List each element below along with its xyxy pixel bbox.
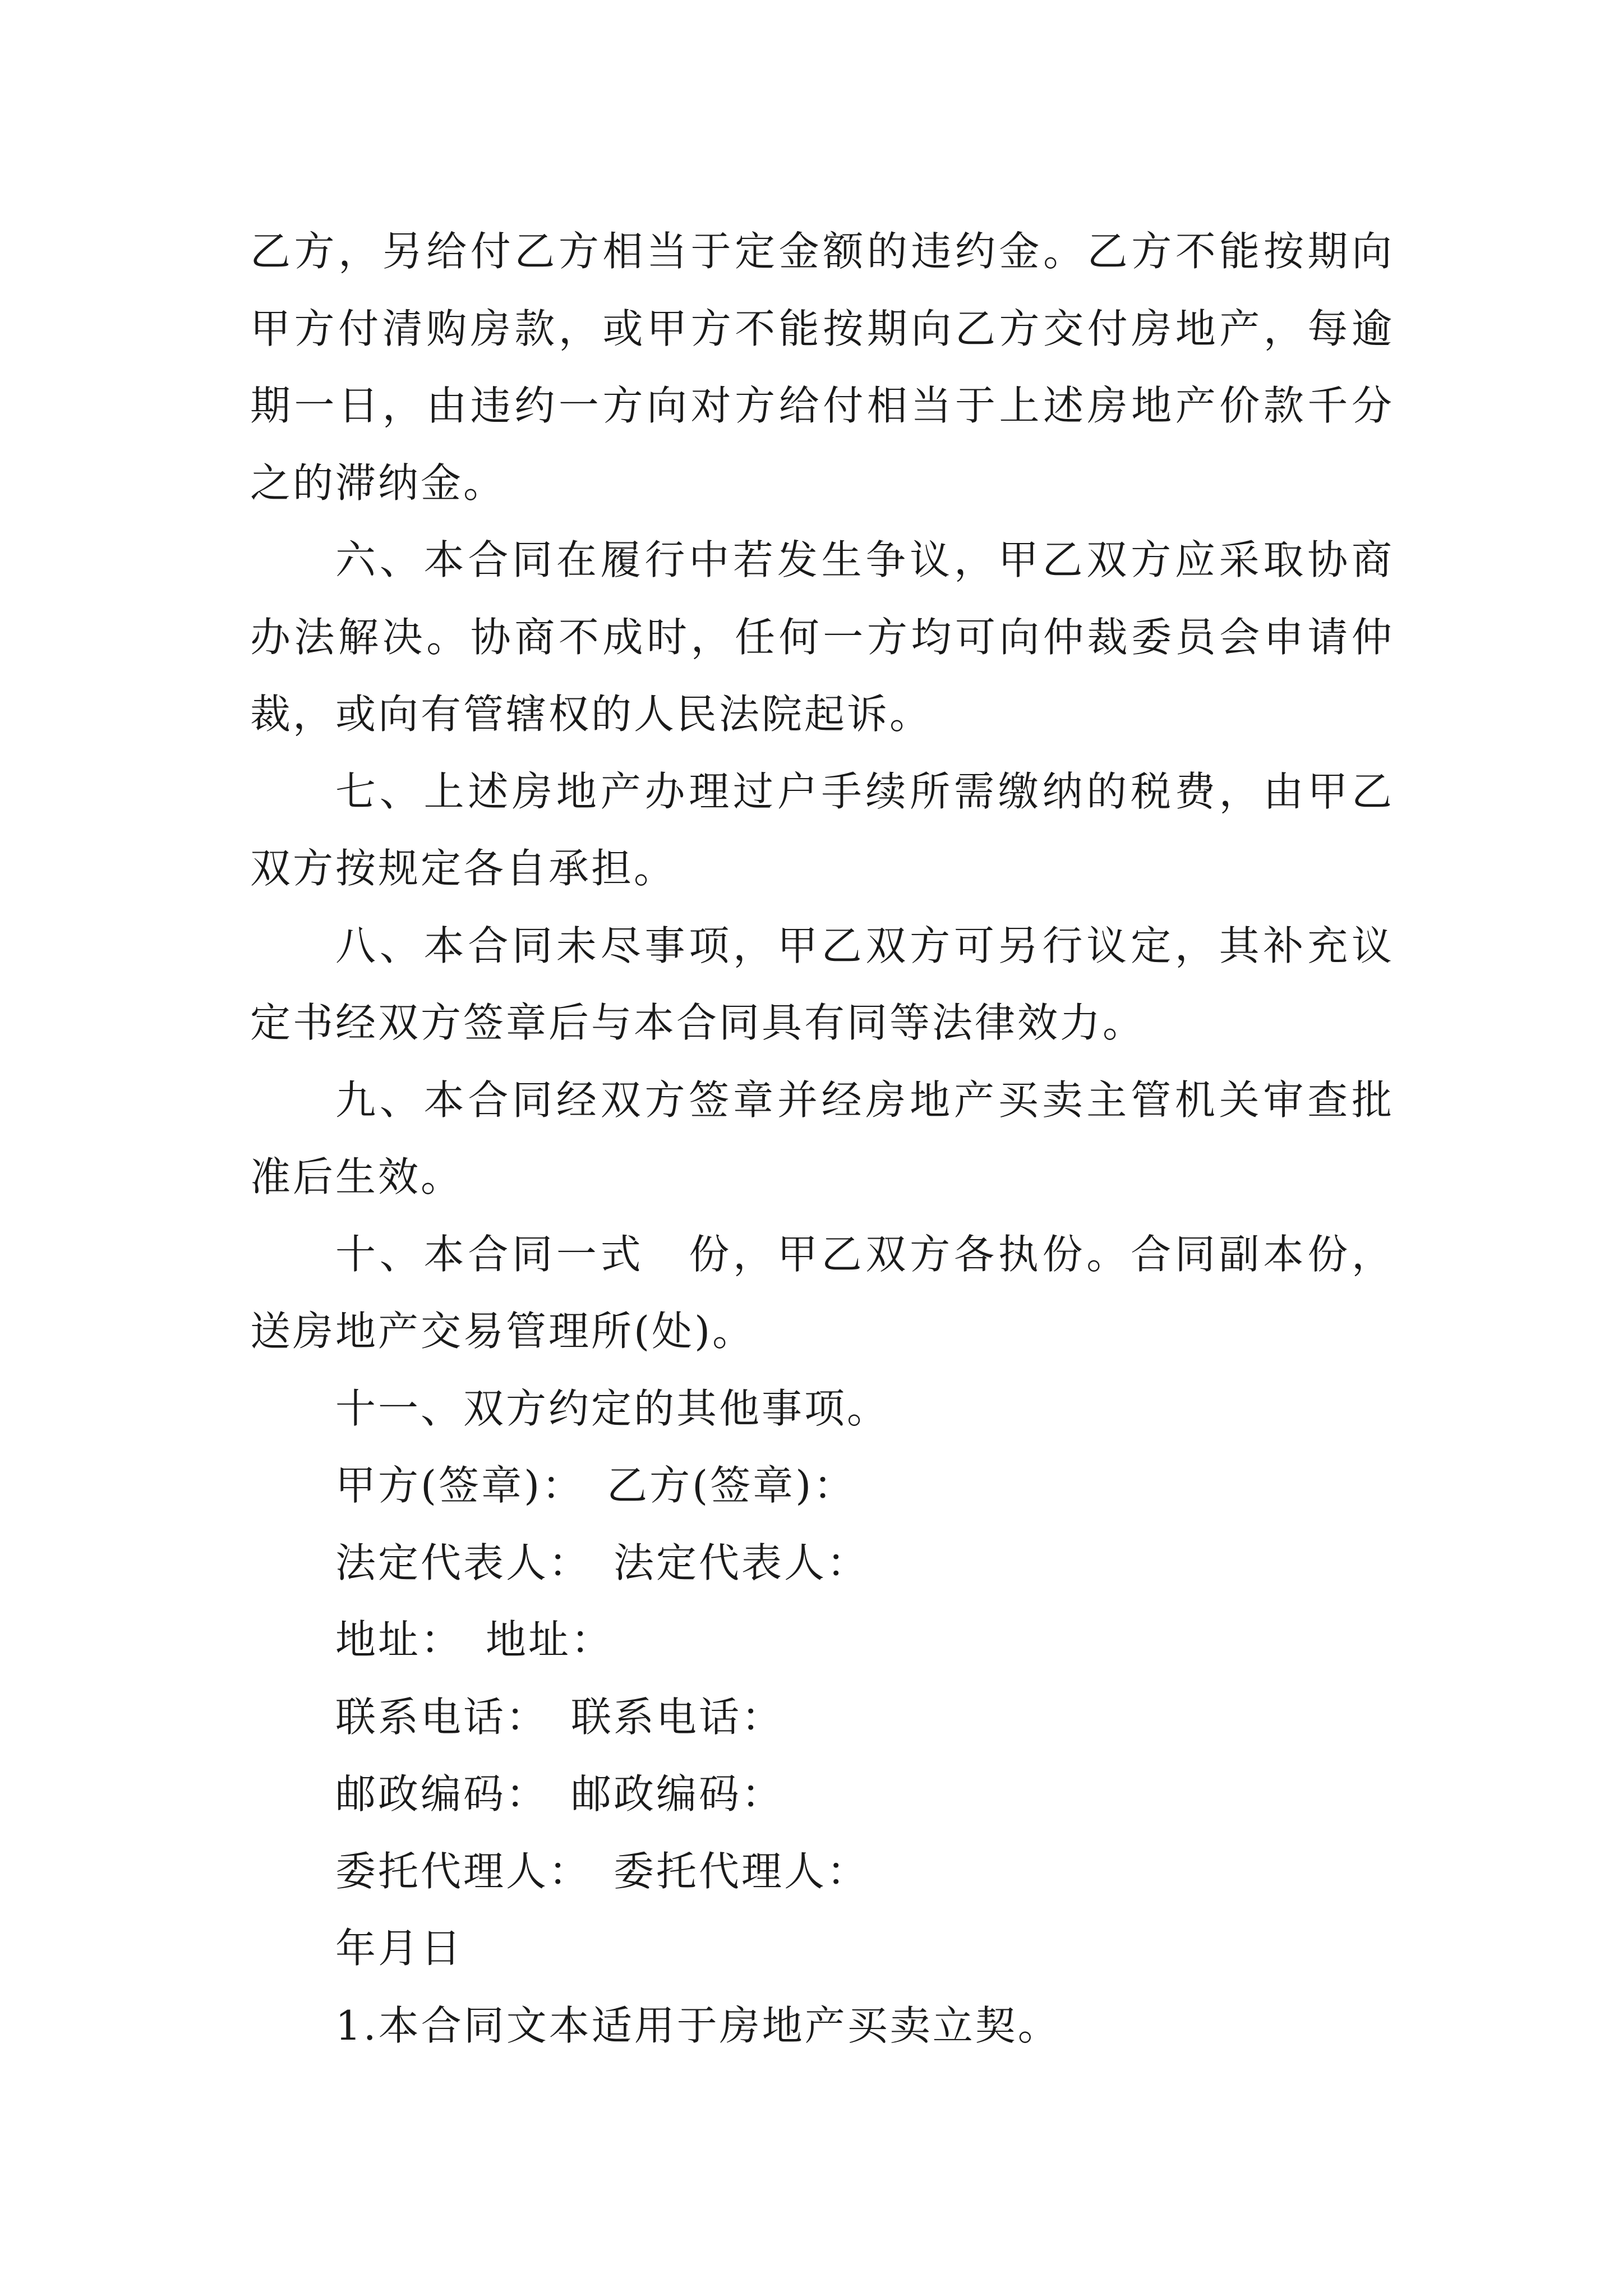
paragraph-copies-clause: 十、本合同一式 份，甲乙双方各执份。合同副本份，送房地产交易管理所(处)。 bbox=[250, 1230, 1394, 1355]
signature-line-phone: 联系电话： 联系电话： bbox=[335, 1693, 785, 1741]
paragraph-supplement-clause: 八、本合同未尽事项，甲乙双方可另行议定，其补充议定书经双方签章后与本合同具有同等法律效力。 bbox=[250, 922, 1394, 1046]
signature-line-agent: 委托代理人： 委托代理人： bbox=[335, 1847, 870, 1895]
note-line: 1.本合同文本适用于房地产买卖立契。 bbox=[335, 2001, 1061, 2049]
paragraph-penalty-clause: 乙方，另给付乙方相当于定金额的违约金。乙方不能按期向甲方付清购房款，或甲方不能按期向乙方交付房地产，每逾期一日，由违约一方向对方给付相当于上述房地产价款千分之的滞纳金。 bbox=[250, 228, 1394, 507]
signature-line-parties: 甲方(签章)： 乙方(签章)： bbox=[335, 1462, 856, 1509]
paragraph-dispute-clause: 六、本合同在履行中若发生争议，甲乙双方应采取协商办法解决。协商不成时，任何一方均可向仲裁委员会申请仲裁，或向有管辖权的人民法院起诉。 bbox=[250, 536, 1394, 738]
paragraph-effective-clause: 九、本合同经双方签章并经房地产买卖主管机关审查批准后生效。 bbox=[250, 1076, 1394, 1200]
date-line: 年月日 bbox=[335, 1925, 464, 1972]
signature-line-postcode: 邮政编码： 邮政编码： bbox=[335, 1770, 785, 1818]
signature-line-legal-rep: 法定代表人： 法定代表人： bbox=[335, 1539, 870, 1586]
signature-line-address: 地址： 地址： bbox=[335, 1616, 614, 1663]
document-body bbox=[250, 213, 1394, 2064]
paragraph-tax-clause: 七、上述房地产办理过户手续所需缴纳的税费，由甲乙双方按规定各自承担。 bbox=[250, 767, 1394, 892]
paragraph-other-matters: 十一、双方约定的其他事项。 bbox=[335, 1384, 890, 1432]
